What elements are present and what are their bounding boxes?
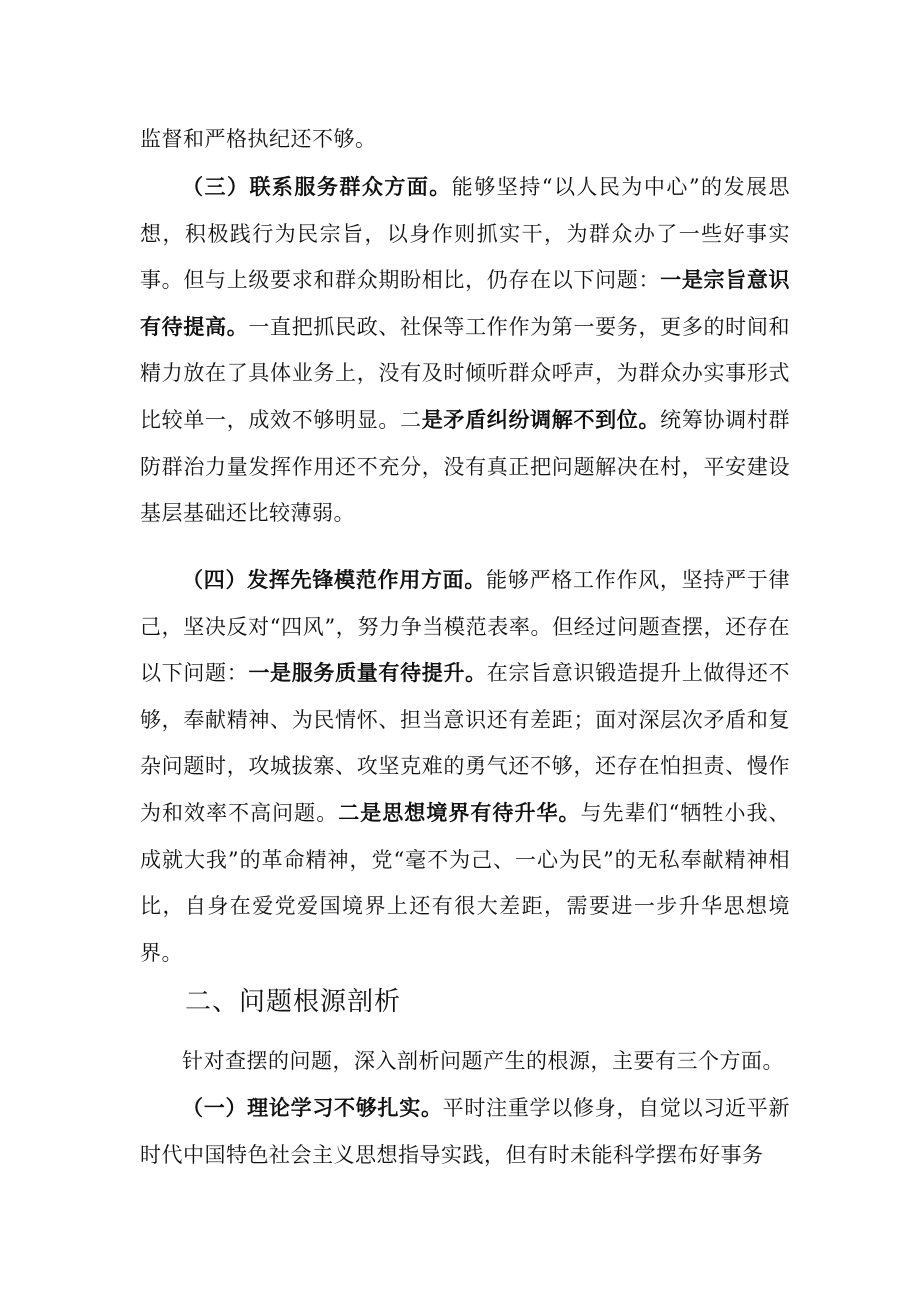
paragraph-section-3 [140,164,790,537]
section-heading-3: （三）联系服务群众方面。 [182,175,452,199]
paragraph-text: 能够严格工作作风，坚持严于律己，坚决反对“四风”，努力争当模范表率。但经过问题查摆，还存在以下问题： [140,568,791,686]
paragraph-intro [140,1038,790,1085]
paragraph-text: 与先辈们“牺牲小我、成就大我”的革命精神，党“毫不为己、一心为民”的无私奉献精神相比，自身在爱党爱国境界上还有很大差距，需要进一步升华思想境界。 [140,800,790,965]
paragraph-text: 平时注重学以修身，自觉以习近平新时代中国特色社会主义思想指导实践，但有时未能科学摆布好事务 [140,1096,791,1167]
point-heading: 一是宗旨意识有待提高。 [140,268,791,339]
paragraph-text: 在宗旨意识锻造提升上做得还不够，奉献精神、为民情怀、担当意识还有差距；面对深层次矛盾和复杂问题时，攻城拔寨、攻坚克难的勇气还不够，还存在怕担责、慢作为和效率不高问题。 [140,661,791,825]
paragraph-text: 能够坚持“以人民为中心”的发展思想，积极践行为民宗旨，以身作则抓实干，为群众办了一些好事实事。但与上级要求和群众期盼相比，仍存在以下问题： [140,175,790,293]
paragraph-section-4 [140,557,790,976]
paragraph-text: 一直把抓民政、社保等工作作为第一要务，更多的时间和精力放在了具体业务上，没有及时倾听群众呼声，为群众办实事形式比较单一，成效不够明显。二 [140,314,791,432]
paragraph-root-cause-1 [140,1085,790,1178]
section-heading-4: （四）发挥先锋模范作用方面。 [182,568,487,592]
paragraph-continuation [140,116,790,163]
paragraph-text: 针对查摆的问题，深入剖析问题产生的根源，主要有三个方面。 [182,1049,784,1073]
point-heading: 一是服务质量有待提升。 [248,661,487,686]
section-heading-1: （一）理论学习不够扎实。 [182,1096,443,1120]
paragraph-text: 监督和严格执纪还不够。 [140,127,377,151]
chapter-heading: 二、问题根源剖析 [185,987,402,1017]
point-heading: 是矛盾纠纷调解不到位。 [421,407,661,432]
paragraph-text: 统筹协调村群防群治力量发挥作用还不充分，没有真正把问题解决在村，平安建设基层基础还比较薄弱。 [140,407,791,526]
point-heading: 二是思想境界有待升华。 [338,800,581,825]
